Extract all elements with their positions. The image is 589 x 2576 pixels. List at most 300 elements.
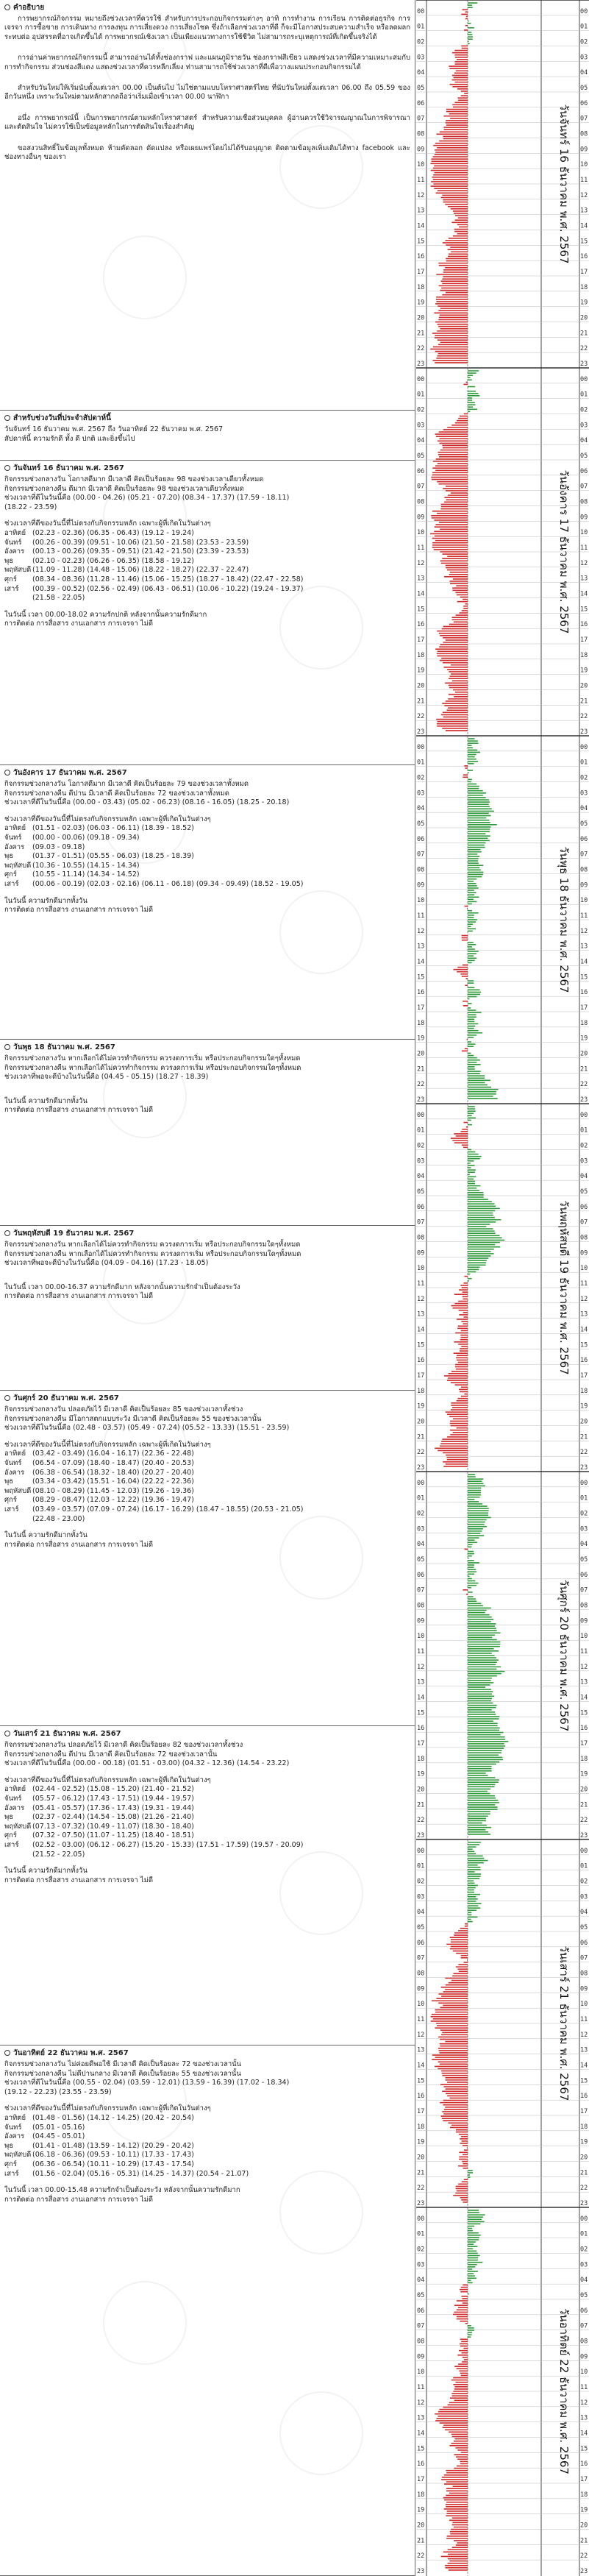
birthday-day: จันทร์ <box>4 833 22 842</box>
hour-label-right: 08 <box>580 130 588 138</box>
hour-label-left: 07 <box>417 851 425 859</box>
explanation-title <box>4 2 410 13</box>
hour-label-right: 09 <box>580 1617 588 1625</box>
birthday-day: พฤหัสบดี <box>4 566 32 575</box>
hour-label-left: 12 <box>417 927 425 935</box>
day-activity-line: กิจกรรมช่วงกลางคืน ดีปาน มีเวลาดี คิดเป็นร้อยละ 72 ของช่วงเวลานั้น <box>4 1750 218 1759</box>
hour-label-right: 18 <box>580 1755 588 1763</box>
hour-label-left: 18 <box>417 1019 425 1027</box>
hour-label-right: 04 <box>580 2277 588 2285</box>
hour-label-right: 01 <box>580 1126 588 1135</box>
birthday-times: (06.38 - 06.54) (18.32 - 18.40) (20.27 - 20.40) <box>32 1468 194 1477</box>
day-activity-line: กิจกรรมช่วงกลางวัน โอกาสดีมาก มีเวลาดี คิดเป็นร้อยละ 98 ของช่วงเวลาเดียวทั้งหมด <box>4 475 264 483</box>
hour-label-right: 20 <box>580 314 588 322</box>
hour-label-left: 17 <box>417 269 425 276</box>
birthday-day: เสาร์ <box>4 1840 19 1849</box>
hour-label-left: 12 <box>417 1295 425 1303</box>
birthday-day: อังคาร <box>4 547 25 556</box>
hour-label-right: 01 <box>580 391 588 399</box>
hour-label-right: 01 <box>580 759 588 767</box>
hour-label-right: 06 <box>580 1939 588 1947</box>
hour-label-right: 07 <box>580 1218 588 1227</box>
hour-label-right: 20 <box>580 1418 588 1426</box>
hour-label-right: 14 <box>580 222 588 230</box>
birthday-times: (02.10 - 02.23) (06.26 - 06.35) (18.58 - 19.12) <box>32 556 194 565</box>
birthday-times: (03.34 - 03.42) (15.51 - 16.04) (22.22 - 22.36) <box>32 1477 194 1486</box>
birthday-row <box>4 1851 410 1860</box>
hour-label-left: 16 <box>417 1357 425 1365</box>
day-activity-line: กิจกรรมช่วงกลางคืน มีโอกาสตกแบบระวัง มีเวลาดี คิดเป็นร้อยละ 55 ของช่วงเวลานั้น <box>4 1414 262 1423</box>
hour-label-right: 06 <box>580 835 588 843</box>
graph-day-label: วันเสาร์ 21 ธันวาคม พ.ศ. 2567 <box>557 1945 571 2101</box>
hour-label-left: 15 <box>417 238 425 246</box>
hour-label-right: 16 <box>580 1725 588 1733</box>
day-activity-line: ช่วงเวลาที่ดีในวันนี้คือ (00.00 - 03.43) (05.02 - 06.23) (08.16 - 16.05) (18.25 - 20.18) <box>4 798 290 807</box>
hour-label-left: 05 <box>417 2292 425 2299</box>
day-activity-line: (19.12 - 22.23) (23.55 - 23.59) <box>4 2087 112 2096</box>
birthday-times: (02.44 - 02.52) (15.08 - 15.20) (21.40 - 21.52) <box>32 1785 194 1794</box>
birthday-row <box>4 834 410 843</box>
hour-label-left: 03 <box>417 2261 425 2269</box>
hour-label-right: 05 <box>580 85 588 92</box>
day-note: การติดต่อ การสื่อสาร งานเอกสาร การเจรจา ไม่ดี <box>4 1292 154 1301</box>
hour-label-right: 05 <box>580 1556 588 1564</box>
hour-label-right: 21 <box>580 698 588 706</box>
hour-label-left: 15 <box>417 606 425 614</box>
hour-label-left: 05 <box>417 1924 425 1931</box>
hour-label-left: 06 <box>417 99 425 107</box>
hour-label-left: 18 <box>417 651 425 659</box>
day-note: ในวันนี้ ความรักดีมากทั้งวัน <box>4 1531 88 1540</box>
birthday-row <box>4 1469 410 1478</box>
hour-label-left: 02 <box>417 406 425 414</box>
day-note: ในวันนี้ เวลา 00.00-18.02 ความรักปกติ หลังจากนั้นความรักดีมาก <box>4 610 207 619</box>
hour-label-right: 07 <box>580 851 588 859</box>
birthday-times: (01.48 - 01.56) (14.12 - 14.25) (20.42 - 20.54) <box>32 2113 194 2122</box>
hour-label-left: 03 <box>417 790 425 798</box>
hour-label-left: 14 <box>417 1326 425 1334</box>
hour-label-left: 23 <box>417 361 425 368</box>
summary-section <box>0 411 415 461</box>
birthday-times: (11.09 - 11.28) (14.48 - 15.06) (18.22 - 18.27) (22.37 - 22.47) <box>32 566 249 575</box>
hour-label-left: 08 <box>417 2338 425 2346</box>
hour-label-left: 13 <box>417 1678 425 1686</box>
hour-label-left: 06 <box>417 835 425 843</box>
birthday-times: (01.51 - 02.03) (06.03 - 06.11) (18.39 - 18.52) <box>32 824 194 833</box>
hour-label-left: 18 <box>417 2123 425 2131</box>
hour-label-left: 14 <box>417 958 425 966</box>
hour-label-right: 20 <box>580 2522 588 2530</box>
hour-label-left: 00 <box>417 1479 425 1487</box>
hour-label-left: 20 <box>417 1418 425 1426</box>
hour-label-right: 04 <box>580 1541 588 1549</box>
birthday-row <box>4 862 410 871</box>
hour-label-left: 00 <box>417 1111 425 1119</box>
hour-label-left: 06 <box>417 1571 425 1579</box>
hour-label-left: 20 <box>417 314 425 322</box>
birthday-day: พฤหัสบดี <box>4 1486 32 1495</box>
hour-label-right: 07 <box>580 1586 588 1594</box>
day-title <box>4 1393 410 1404</box>
hour-label-left: 09 <box>417 881 425 890</box>
hour-label-right: 15 <box>580 973 588 982</box>
hour-label-left: 06 <box>417 467 425 475</box>
hour-label-right: 03 <box>580 1157 588 1165</box>
hour-label-right: 14 <box>580 1326 588 1334</box>
hour-label-right: 20 <box>580 2154 588 2162</box>
hour-label-right: 01 <box>580 1862 588 1870</box>
hour-label-right: 00 <box>580 743 588 751</box>
day-title-text: วันอาทิตย์ 22 ธันวาคม พ.ศ. 2567 <box>13 2049 129 2057</box>
hour-label-left: 05 <box>417 820 425 828</box>
hour-label-right: 06 <box>580 2307 588 2315</box>
hour-label-right: 11 <box>580 912 588 920</box>
hour-label-right: 06 <box>580 467 588 475</box>
hour-label-left: 13 <box>417 2046 425 2054</box>
birthday-times: (08.29 - 08.47) (12.03 - 12.22) (19.36 - 19.47) <box>32 1496 194 1505</box>
hour-label-right: 17 <box>580 636 588 644</box>
day-section <box>0 765 415 1040</box>
hour-label-right: 15 <box>580 238 588 246</box>
explanation-paragraph: อนึ่ง การพยากรณ์นี้ เป็นการพยากรณ์ตามหลักโหราศาสตร์ สำหรับความเชื่อส่วนบุคคล ผู้อ่านควรใช้วิจารณญาณในการพิจารณาและตัดสินใจ ไม่ควรใช้เป็นข้อมูลหลักในการตัดสินใจเรื่องสำคัญ <box>4 113 410 132</box>
day-section <box>0 461 415 765</box>
hour-label-right: 02 <box>580 1142 588 1150</box>
hour-label-right: 04 <box>580 1909 588 1917</box>
hour-label-left: 07 <box>417 483 425 491</box>
hour-label-left: 12 <box>417 2031 425 2039</box>
hour-label-left: 16 <box>417 1725 425 1733</box>
hour-label-right: 08 <box>580 1970 588 1978</box>
birthday-day: เสาร์ <box>4 879 19 888</box>
birthday-times: (08.10 - 08.29) (11.45 - 12.03) (19.26 - 19.36) <box>32 1486 194 1495</box>
explanation-paragraph: ขอสงวนสิทธิ์ในข้อมูลทั้งหมด ห้ามคัดลอก ดัดแปลง หรือเผยแพร่โดยไม่ได้รับอนุญาต ติดตามข้อมูลเพิ่มเติมได้ทาง facebook และช่องทางอื่นๆ ของเรา <box>4 143 410 162</box>
hour-label-right: 15 <box>580 2077 588 2085</box>
hour-label-left: 16 <box>417 253 425 261</box>
hour-label-right: 23 <box>580 728 588 736</box>
birthday-row <box>4 1450 410 1459</box>
hour-label-right: 23 <box>580 2200 588 2207</box>
day-section <box>0 1226 415 1391</box>
hour-label-left: 10 <box>417 1265 425 1273</box>
hour-label-right: 13 <box>580 2414 588 2422</box>
hour-label-right: 07 <box>580 2322 588 2330</box>
hour-label-left: 18 <box>417 1387 425 1395</box>
day-note: ในวันนี้ ความรักดีมากทั้งวัน <box>4 1867 88 1876</box>
graph-day-label: วันอังคาร 17 ธันวาคม พ.ศ. 2567 <box>557 469 571 634</box>
explanation-paragraph: สำหรับวันใหม่ให้เริ่มนับตั้งแต่เวลา 00.00 เป็นต้นไป ไม่ใช่ตามแบบโหราศาสตร์ไทย ที่นับวันใหม่ตั้งแต่เวลา 06.00 ถึง 05.59 ของอีกวันหนึ่ง เพราะวันใหม่ตามหลักสากลถือว่าเริ่มเมื่อเข้าเวลา 00.00 นาฬิกา <box>4 84 410 102</box>
birthday-times: (01.41 - 01.48) (13.59 - 14.12) (20.29 - 20.42) <box>32 2141 194 2150</box>
day-title <box>4 767 410 778</box>
day-activity-line: กิจกรรมช่วงกลางคืน หากเลือกได้ไม่ควรทำกิจกรรม ควรงดการเริ่ม หรือประกอบกิจกรรมใดๆทั้งหมด <box>4 1063 301 1072</box>
day-title <box>4 1228 410 1239</box>
hour-label-right: 01 <box>580 1494 588 1502</box>
birthday-day: ศุกร์ <box>4 1496 17 1505</box>
hour-label-left: 00 <box>417 7 425 15</box>
hour-label-left: 13 <box>417 207 425 215</box>
hour-label-right: 06 <box>580 1203 588 1211</box>
birthday-day: อาทิตย์ <box>4 824 26 833</box>
hour-label-left: 01 <box>417 1862 425 1870</box>
bullet-icon <box>4 465 10 471</box>
summary-line: สัปดาห์นี้ ความรักดี ทั้ง ดี ปกติ และยิ่งขึ้นไป <box>4 434 135 443</box>
birthday-day: พุธ <box>4 1477 14 1486</box>
birthday-day: จันทร์ <box>4 1794 22 1803</box>
hour-label-left: 17 <box>417 2476 425 2483</box>
hour-label-left: 12 <box>417 559 425 567</box>
hour-label-right: 16 <box>580 621 588 629</box>
hour-label-right: 15 <box>580 1709 588 1717</box>
graph-day-label: วันพุธ 18 ธันวาคม พ.ศ. 2567 <box>557 846 571 993</box>
hour-label-right: 22 <box>580 345 588 353</box>
day-activity-line: กิจกรรมช่วงกลางวัน ไม่ค่อยดีพอใช้ มีเวลาดี คิดเป็นร้อยละ 72 ของช่วงเวลานั้น <box>4 2060 242 2068</box>
birthday-times: (00.26 - 00.39) (09.51 - 10.06) (21.50 - 21.58) (23.53 - 23.59) <box>32 538 249 547</box>
bullet-icon <box>4 1395 10 1401</box>
birthday-row <box>4 575 410 585</box>
hour-label-left: 04 <box>417 1173 425 1181</box>
hour-label-right: 22 <box>580 2185 588 2193</box>
hour-label-right: 18 <box>580 1019 588 1027</box>
birthday-times: (02.52 - 03.00) (06.12 - 06.27) (15.20 - 15.33) (17.51 - 17.59) (19.57 - 20.09) <box>32 1840 304 1849</box>
day-activity-line: ช่วงเวลาที่ดีในวันนี้คือ (00.00 - 04.26) (05.21 - 07.20) (08.34 - 17.37) (17.59 - 18.11) <box>4 494 290 503</box>
hour-label-left: 15 <box>417 1709 425 1717</box>
hour-label-right: 08 <box>580 2338 588 2346</box>
birthday-subtitle: ช่วงเวลาที่ดีของวันนี้ที่ไม่ตรงกับกิจกรรมหลัก เฉพาะผู้ที่เกิดในวันต่างๆ <box>4 1440 211 1449</box>
hour-label-right: 19 <box>580 667 588 675</box>
birthday-row <box>4 1487 410 1497</box>
day-note: การติดต่อ การสื่อสาร งานเอกสาร การเจรจา ไม่ดี <box>4 1876 154 1884</box>
birthday-row <box>4 852 410 862</box>
day-section <box>0 1040 415 1226</box>
day-activity-line: กิจกรรมช่วงกลางคืน ดีปาน มีเวลาดี คิดเป็นร้อยละ 72 ของช่วงเวลาทั้งหมด <box>4 789 229 798</box>
birthday-day: ศุกร์ <box>4 870 17 879</box>
hour-label-right: 22 <box>580 1081 588 1089</box>
hour-label-right: 22 <box>580 1817 588 1825</box>
hour-label-left: 20 <box>417 2522 425 2530</box>
hour-label-left: 14 <box>417 590 425 598</box>
birthday-row <box>4 1505 410 1515</box>
hour-label-left: 03 <box>417 1525 425 1533</box>
birthday-day: พุธ <box>4 852 14 861</box>
birthday-times: (21.52 - 22.05) <box>32 1850 85 1859</box>
birthday-row <box>4 824 410 834</box>
hour-label-right: 18 <box>580 651 588 659</box>
hour-label-right: 12 <box>580 2399 588 2407</box>
hour-label-left: 06 <box>417 1203 425 1211</box>
birthday-subtitle: ช่วงเวลาที่ดีของวันนี้ที่ไม่ตรงกับกิจกรรมหลัก เฉพาะผู้ที่เกิดในวันต่างๆ <box>4 519 211 528</box>
hour-label-left: 16 <box>417 621 425 629</box>
hour-label-left: 02 <box>417 38 425 46</box>
spacer <box>4 890 410 897</box>
day-note: การติดต่อ การสื่อสาร งานเอกสาร การเจรจา ไม่ดี <box>4 2195 154 2204</box>
hour-label-left: 03 <box>417 1157 425 1165</box>
hour-label-right: 21 <box>580 2169 588 2177</box>
birthday-row <box>4 585 410 595</box>
birthday-times: (00.39 - 00.52) (02.56 - 02.49) (06.43 - 06.51) (10.06 - 10.22) (19.24 - 19.37) <box>32 584 304 593</box>
birthday-row <box>4 1477 410 1487</box>
hour-label-right: 15 <box>580 606 588 614</box>
birthday-row <box>4 2114 410 2123</box>
hour-label-left: 04 <box>417 437 425 445</box>
birthday-row <box>4 566 410 575</box>
hour-label-left: 00 <box>417 1847 425 1855</box>
hour-label-left: 13 <box>417 1310 425 1319</box>
hour-label-right: 23 <box>580 361 588 368</box>
hour-label-left: 16 <box>417 989 425 997</box>
hour-label-left: 11 <box>417 2016 425 2023</box>
day-title <box>4 1728 410 1739</box>
hour-label-left: 08 <box>417 1970 425 1978</box>
hour-label-right: 19 <box>580 299 588 307</box>
birthday-row <box>4 2132 410 2142</box>
hour-label-right: 14 <box>580 1694 588 1702</box>
hour-label-right: 18 <box>580 1387 588 1395</box>
day-activity-line: กิจกรรมช่วงกลางวัน หากเลือกได้ไม่ควรทำกิจกรรม ควรงดการเริ่ม หรือประกอบกิจกรรมใดๆทั้งหมด <box>4 1241 301 1249</box>
birthday-day: พุธ <box>4 2141 14 2150</box>
hour-label-left: 21 <box>417 2537 425 2545</box>
hour-label-left: 10 <box>417 2001 425 2009</box>
birthday-day: พฤหัสบดี <box>4 861 32 870</box>
hour-label-left: 21 <box>417 1065 425 1074</box>
hour-label-right: 13 <box>580 2046 588 2054</box>
birthday-times: (09.03 - 09.18) <box>32 842 85 851</box>
hour-label-right: 17 <box>580 2108 588 2115</box>
hour-label-right: 10 <box>580 897 588 905</box>
hour-label-right: 15 <box>580 1341 588 1349</box>
spacer <box>4 2097 410 2104</box>
hour-label-left: 09 <box>417 1985 425 1993</box>
hour-label-left: 15 <box>417 1341 425 1349</box>
day-activity-line: กิจกรรมช่วงกลางคืน ไม่ดีปานกลาง มีเวลาดี คิดเป็นร้อยละ 55 ของช่วงเวลานั้น <box>4 2069 241 2078</box>
hour-label-right: 17 <box>580 2476 588 2483</box>
day-activity-line: กิจกรรมช่วงกลางวัน ปลอดภัยไว้ มีเวลาดี คิดเป็นร้อยละ 82 ของช่วงเวลาทั้งช่วง <box>4 1741 243 1749</box>
birthday-row <box>4 1823 410 1832</box>
hour-label-right: 03 <box>580 1893 588 1901</box>
birthday-subtitle: ช่วงเวลาที่ดีของวันนี้ที่ไม่ตรงกับกิจกรรมหลัก เฉพาะผู้ที่เกิดในวันต่างๆ <box>4 1775 211 1784</box>
hour-label-left: 07 <box>417 1954 425 1962</box>
hour-label-left: 22 <box>417 2185 425 2193</box>
birthday-subtitle: ช่วงเวลาที่ดีของวันนี้ที่ไม่ตรงกับกิจกรรมหลัก เฉพาะผู้ที่เกิดในวันต่างๆ <box>4 2104 211 2113</box>
hour-label-left: 10 <box>417 529 425 537</box>
day-note: ในวันนี้ ความรักดีมากทั้งวัน <box>4 896 88 905</box>
day-title <box>4 1042 410 1053</box>
bullet-icon <box>4 1731 10 1736</box>
hour-label-right: 10 <box>580 2001 588 2009</box>
birthday-row <box>4 843 410 853</box>
hour-label-right: 16 <box>580 2460 588 2469</box>
bullet-icon <box>4 2050 10 2056</box>
hour-label-left: 09 <box>417 1617 425 1625</box>
hour-label-right: 14 <box>580 590 588 598</box>
hour-label-left: 23 <box>417 1096 425 1104</box>
hour-label-right: 08 <box>580 1602 588 1610</box>
graph-day-label: วันศุกร์ 20 ธันวาคม พ.ศ. 2567 <box>557 1579 571 1732</box>
birthday-times: (02.23 - 02.36) (06.35 - 06.43) (19.12 - 19.24) <box>32 528 194 537</box>
hour-label-left: 19 <box>417 299 425 307</box>
watermark-emblem <box>103 235 187 319</box>
hour-label-right: 15 <box>580 2445 588 2453</box>
day-note: การติดต่อ การสื่อสาร งานเอกสาร การเจรจา ไม่ดี <box>4 906 154 915</box>
explanation-paragraph: การพยากรณ์กิจกรรม หมายถึงช่วงเวลาที่ควรใช้ สำหรับการประกอบกิจกรรมต่างๆ อาทิ การทำงาน การเรียน การติดต่อธุรกิจ การเจรจา การซื้อขาย การเดินทาง การลงทุน การเสี่ยงดวง การเสี่ยงโชค ซึ่งถ้าเลือกช่วงเวลาที่ดี ก็จะมีโอกาสประสบความสำเร็จ หรือลดผลกระทบต่อ อุปสรรคที่อาจเกิดขึ้นได้ การพยากรณ์เชิงเวลา เป็นเพียงแนวทางการใช้ชีวิต ไม่สามารถระบุเหตุการณ์ที่เกิดขึ้นจริงได้ <box>4 15 410 41</box>
hour-label-right: 14 <box>580 2062 588 2070</box>
birthday-row <box>4 2142 410 2151</box>
hour-label-right: 02 <box>580 774 588 782</box>
hour-label-right: 21 <box>580 330 588 338</box>
hour-label-right: 19 <box>580 1770 588 1778</box>
birthday-row <box>4 1496 410 1505</box>
hour-label-left: 18 <box>417 1755 425 1763</box>
hour-label-right: 07 <box>580 483 588 491</box>
hour-label-right: 05 <box>580 2292 588 2299</box>
birthday-row <box>4 557 410 567</box>
birthday-row <box>4 1785 410 1795</box>
hour-label-left: 10 <box>417 161 425 169</box>
hour-label-left: 04 <box>417 805 425 813</box>
hour-label-left: 07 <box>417 115 425 123</box>
hour-label-right: 16 <box>580 253 588 261</box>
birthday-day: อังคาร <box>4 842 25 851</box>
hour-label-left: 22 <box>417 1449 425 1457</box>
day-section <box>0 1391 415 1726</box>
hour-label-left: 07 <box>417 1218 425 1227</box>
hour-label-right: 03 <box>580 1525 588 1533</box>
hour-label-left: 08 <box>417 130 425 138</box>
hour-label-right: 08 <box>580 866 588 874</box>
birthday-day: เสาร์ <box>4 2169 19 2178</box>
hour-label-left: 21 <box>417 2169 425 2177</box>
birthday-day: พุธ <box>4 556 14 565</box>
hour-label-right: 10 <box>580 529 588 537</box>
hour-label-left: 10 <box>417 897 425 905</box>
hour-label-right: 16 <box>580 989 588 997</box>
spacer <box>4 1090 410 1097</box>
hour-label-right: 03 <box>580 54 588 62</box>
hour-label-left: 22 <box>417 713 425 721</box>
hour-label-left: 11 <box>417 177 425 184</box>
birthday-row <box>4 880 410 890</box>
hour-label-right: 13 <box>580 943 588 951</box>
hour-label-right: 14 <box>580 958 588 966</box>
birthday-times: (03.42 - 03.49) (16.04 - 16.17) (22.36 - 22.48) <box>32 1450 194 1458</box>
hour-label-right: 10 <box>580 1633 588 1641</box>
hour-label-right: 04 <box>580 805 588 813</box>
hour-label-right: 13 <box>580 1678 588 1686</box>
birthday-row <box>4 1841 410 1851</box>
birthday-subtitle: ช่วงเวลาที่ดีของวันนี้ที่ไม่ตรงกับกิจกรรมหลัก เฉพาะผู้ที่เกิดในวันต่างๆ <box>4 815 211 823</box>
birthday-row <box>4 539 410 548</box>
hour-label-right: 13 <box>580 207 588 215</box>
hour-label-left: 23 <box>417 1832 425 1839</box>
birthday-row <box>4 2170 410 2179</box>
graph-svg <box>416 0 589 2576</box>
hour-label-left: 20 <box>417 682 425 690</box>
hour-label-right: 17 <box>580 1004 588 1012</box>
hour-label-left: 19 <box>417 1035 425 1043</box>
hour-label-left: 20 <box>417 2154 425 2162</box>
birthday-times: (10.55 - 11.14) (14.34 - 14.52) <box>32 870 140 879</box>
hour-label-left: 23 <box>417 2200 425 2207</box>
hour-label-right: 05 <box>580 1188 588 1196</box>
hour-label-right: 05 <box>580 453 588 460</box>
hour-label-left: 14 <box>417 222 425 230</box>
day-note: การติดต่อ การสื่อสาร งานเอกสาร การเจรจา ไม่ดี <box>4 1106 154 1115</box>
hour-label-right: 10 <box>580 2369 588 2377</box>
hour-label-right: 12 <box>580 1663 588 1671</box>
hour-label-left: 18 <box>417 283 425 291</box>
hour-label-right: 23 <box>580 1464 588 1472</box>
hour-label-right: 19 <box>580 2506 588 2514</box>
birthday-day: อังคาร <box>4 1803 25 1812</box>
hour-label-right: 21 <box>580 1065 588 1074</box>
